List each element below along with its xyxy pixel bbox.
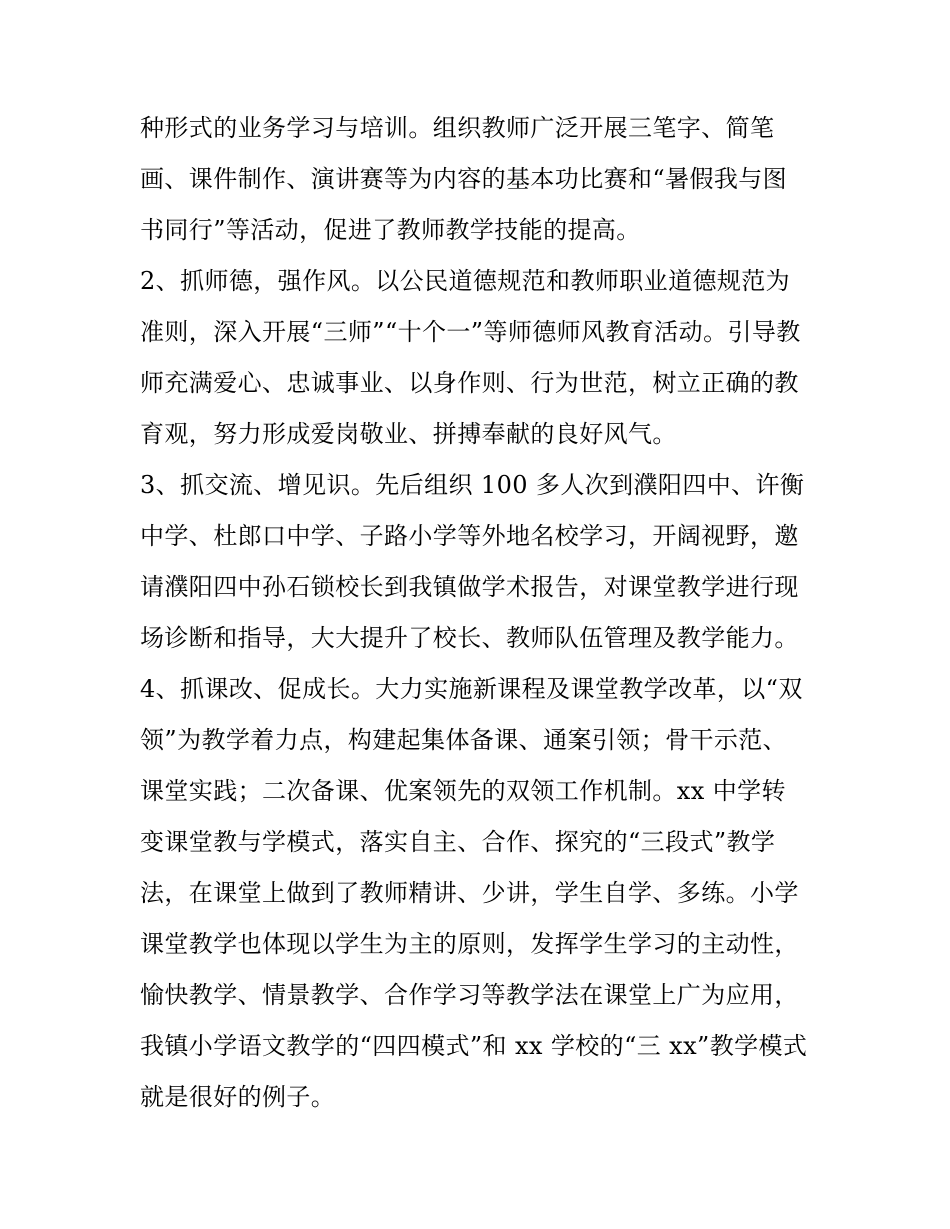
text-line-20: 就是很好的例子。 — [140, 1083, 336, 1111]
text-line-18: 愉快教学、情景教学、合作学习等教学法在课堂上广为应用， — [140, 981, 799, 1009]
text-line-12: 4、抓课改、促成长。大力实施新课程及课堂教学改革，以“双 — [140, 675, 803, 703]
text-line-3: 书同行”等活动，促进了教师教学技能的提高。 — [140, 216, 641, 244]
text-line-5: 准则，深入开展“三师”“十个一”等师德师风教育活动。引导教 — [140, 318, 801, 346]
text-line-9: 中学、杜郎口中学、子路小学等外地名校学习，开阔视野，邀 — [140, 522, 799, 550]
text-line-11: 场诊断和指导，大大提升了校长、教师队伍管理及教学能力。 — [140, 624, 799, 652]
text-line-7: 育观，努力形成爱岗敬业、拼搏奉献的良好风气。 — [140, 420, 677, 448]
text-line-13: 领”为教学着力点，构建起集体备课、通案引领；骨干示范、 — [140, 726, 788, 754]
text-line-1: 种形式的业务学习与培训。组织教师广泛开展三笔字、简笔 — [140, 114, 775, 142]
text-line-16: 法，在课堂上做到了教师精讲、少讲，学生自学、多练。小学 — [140, 879, 799, 907]
text-line-10: 请濮阳四中孙石锁校长到我镇做学术报告，对课堂教学进行现 — [140, 573, 799, 601]
body-text — [140, 103, 830, 1123]
text-line-4: 2、抓师德，强作风。以公民道德规范和教师职业道德规范为 — [140, 267, 791, 295]
text-line-15: 变课堂教与学模式，落实自主、合作、探究的“三段式”教学 — [140, 828, 776, 856]
text-line-6: 师充满爱心、忠诚事业、以身作则、行为世范，树立正确的教 — [140, 369, 799, 397]
text-line-2: 画、课件制作、演讲赛等为内容的基本功比赛和“暑假我与图 — [140, 165, 788, 193]
text-line-19: 我镇小学语文教学的“四四模式”和 xx 学校的“三 xx”教学模式 — [140, 1032, 808, 1060]
text-line-17: 课堂教学也体现以学生为主的原则，发挥学生学习的主动性， — [140, 930, 799, 958]
text-line-14: 课堂实践；二次备课、优案领先的双领工作机制。xx 中学转 — [140, 777, 786, 805]
text-line-8: 3、抓交流、增见识。先后组织 100 多人次到濮阳四中、许衡 — [140, 471, 805, 499]
